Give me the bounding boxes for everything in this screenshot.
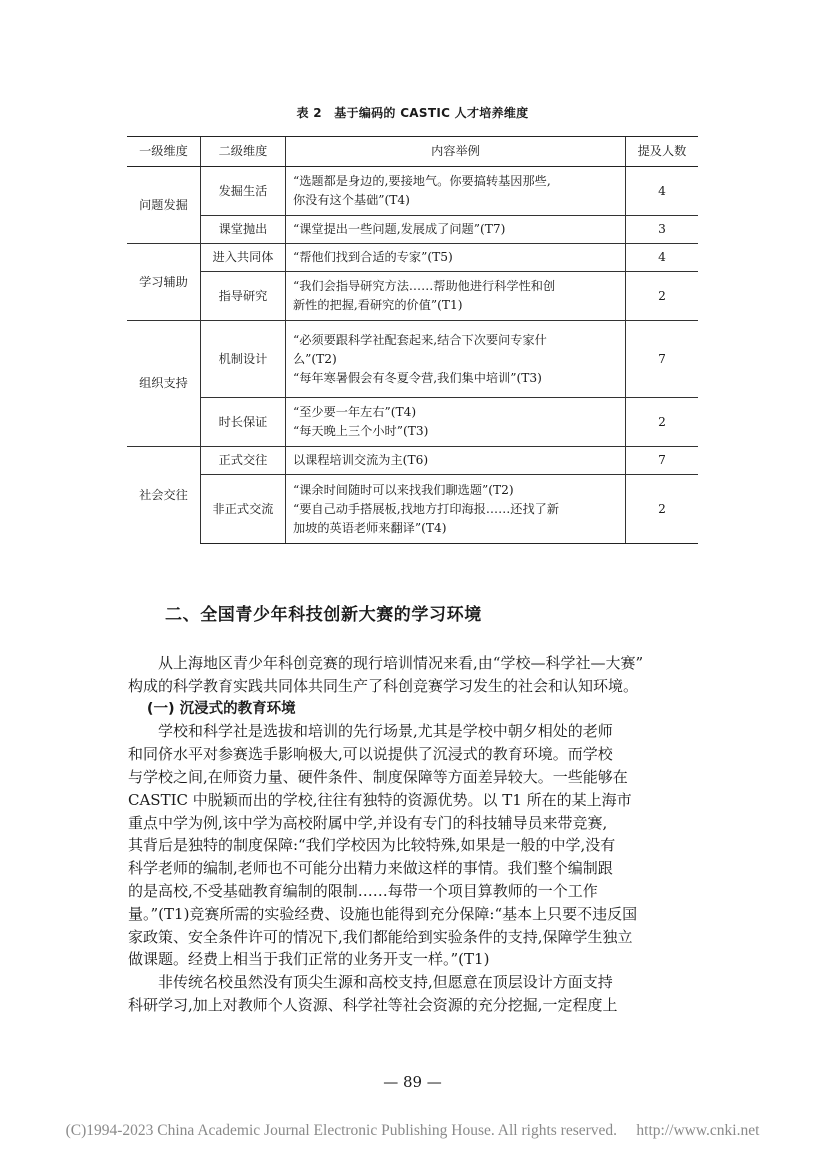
sub-dimension: 进入共同体	[201, 244, 286, 272]
header-level-1: 一级维度	[127, 137, 201, 167]
mention-count: 4	[626, 244, 699, 272]
example-cell: “我们会指导研究方法……帮助他进行科学性和创 新性的把握,看研究的价值”(T1)	[286, 272, 626, 321]
example-cell: “至少要一年左右”(T4) “每天晚上三个小时”(T3)	[286, 398, 626, 447]
coding-dimensions-table	[127, 136, 698, 544]
section-title: 二、全国青少年科技创新大赛的学习环境	[165, 605, 482, 625]
group-label: 问题发掘	[127, 167, 201, 244]
intro-paragraph: 从上海地区青少年科创竞赛的现行培训情况来看,由“学校—科学社—大赛” 构成的科学教育实践共同体共同生产了科创竞赛学习发生的社会和认知环境。	[128, 654, 644, 695]
table-row	[127, 272, 698, 321]
paragraph-immersive: 学校和科学社是选拔和培训的先行场景,尤其是学校中朝夕相处的老师 和同侪水平对参赛选手影响极大,可以说提供了沉浸式的教育环境。而学校 与学校之间,在师资力量、硬件条件、制度保障等方面差异较大。一些能够在 CASTIC 中脱颖而出的学校,往往有独特的资源优势。以 T1 所在的某上海市 重点中学为例,该中学为高校附属中学,并设有专门的科技辅导员来带竞赛, 其背后是独特的制度保障:“我们学校因为比较特殊,如果是一般的中学,没有 科学老师的编制,老师也不可能分出精力来做这样的事情。我们整个编制跟 的是高校,不受基础教育编制的限制……每带一个项目算教师的一个工作 量。”(T1)竞赛所需的实验经费、设施也能得到充分保障:“基本上只要不违反国 家政策、安全条件许可的情况下,我们都能给到实验条件的支持,保障学生独立 做课题。经费上相当于我们正常的业务开支一样。”(T1)	[128, 722, 638, 969]
group-label: 社会交往	[127, 447, 201, 544]
example-cell: “课余时间随时可以来找我们聊选题”(T2) “要自己动手搭展板,找地方打印海报……还找了新 加坡的英语老师来翻译”(T4)	[286, 475, 626, 544]
example-cell: “帮他们找到合适的专家”(T5)	[286, 244, 626, 272]
sub-dimension: 时长保证	[201, 398, 286, 447]
header-examples: 内容举例	[286, 137, 626, 167]
table-row	[127, 447, 698, 475]
header-level-2: 二级维度	[201, 137, 286, 167]
group-label: 组织支持	[127, 321, 201, 447]
table-row	[127, 398, 698, 447]
subsection-title: (一) 沉浸式的教育环境	[146, 700, 296, 717]
page-number: — 89 —	[383, 1073, 442, 1091]
sub-dimension: 正式交往	[201, 447, 286, 475]
table-header-row	[127, 137, 698, 167]
table-row	[127, 244, 698, 272]
sub-dimension: 非正式交流	[201, 475, 286, 544]
example-cell: 以课程培训交流为主(T6)	[286, 447, 626, 475]
mention-count: 7	[626, 447, 699, 475]
sub-dimension: 发掘生活	[201, 167, 286, 216]
header-mentions: 提及人数	[626, 137, 699, 167]
example-cell: “选题都是身边的,要接地气。你要搞转基因那些, 你没有这个基础”(T4)	[286, 167, 626, 216]
table-row	[127, 321, 698, 398]
paragraph-nontraditional: 非传统名校虽然没有顶尖生源和高校支持,但愿意在顶层设计方面支持 科研学习,加上对教师个人资源、科学社等社会资源的充分挖掘,一定程度上	[128, 973, 618, 1014]
mention-count: 2	[626, 475, 699, 544]
table-caption: 表 2 基于编码的 CASTIC 人才培养维度	[296, 106, 529, 120]
sub-dimension: 指导研究	[201, 272, 286, 321]
mention-count: 3	[626, 216, 699, 244]
sub-dimension: 机制设计	[201, 321, 286, 398]
example-cell: “必须要跟科学社配套起来,结合下次要问专家什 么”(T2) “每年寒暑假会有冬夏令营,我们集中培训”(T3)	[286, 321, 626, 398]
group-label: 学习辅助	[127, 244, 201, 321]
body-text	[128, 652, 699, 1017]
mention-count: 7	[626, 321, 699, 398]
table-row	[127, 167, 698, 216]
table-row	[127, 216, 698, 244]
copyright-footer: (C)1994-2023 China Academic Journal Electronic Publishing House. All rights reserved. http://www.cnki.net	[65, 1122, 760, 1139]
mention-count: 2	[626, 398, 699, 447]
example-cell: “课堂提出一些问题,发展成了问题”(T7)	[286, 216, 626, 244]
table-row	[127, 475, 698, 544]
mention-count: 2	[626, 272, 699, 321]
sub-dimension: 课堂抛出	[201, 216, 286, 244]
mention-count: 4	[626, 167, 699, 216]
